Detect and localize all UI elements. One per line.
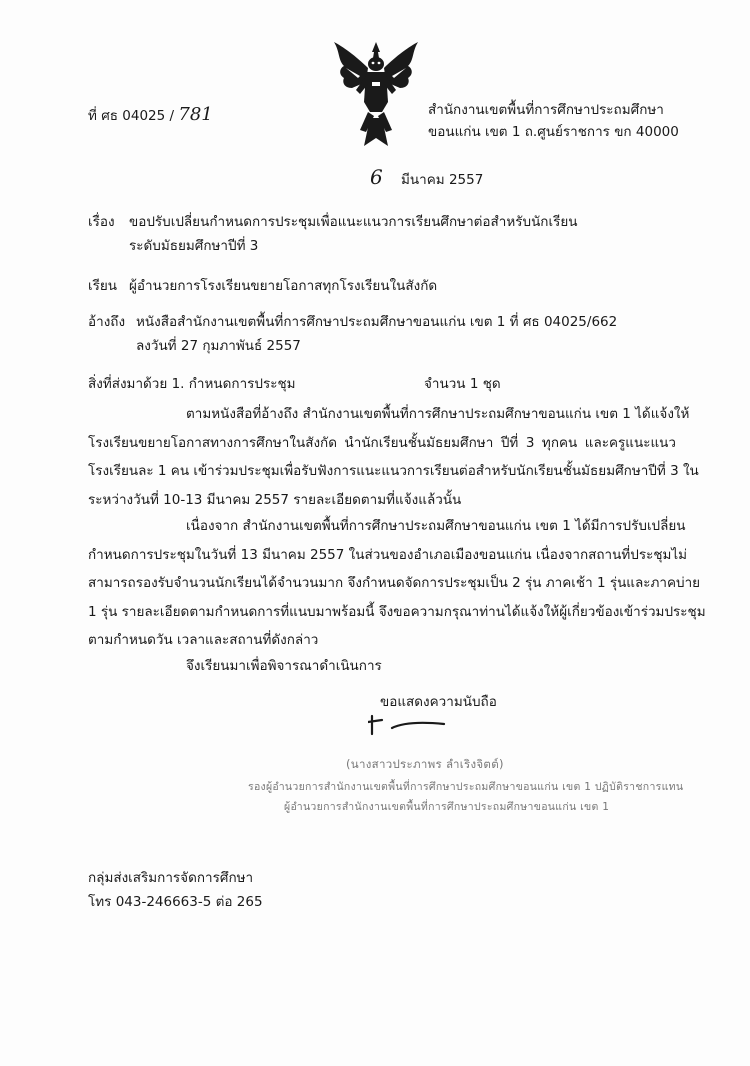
doc-date [370,165,483,190]
reference-label: อ้างถึง [88,314,126,330]
footer-department: กลุ่มส่งเสริมการจัดการศึกษา [88,870,254,886]
para2-line: กำหนดการประชุมในวันที่ 13 มีนาคม 2557 ในส่วนของอำเภอเมืองขอนแก่น เนื่องจากสถานที่ประชุมไม่ [88,546,688,563]
recipient-text: ผู้อำนวยการโรงเรียนขยายโอกาสทุกโรงเรียนในสังกัด [129,278,438,294]
office-line2: ขอนแก่น เขต 1 ถ.ศูนย์ราชการ ขก 40000 [428,124,679,140]
para1-line: ระหว่างวันที่ 10-13 มีนาคม 2557 รายละเอียดตามที่แจ้งแล้วนั้น [88,491,462,508]
doc-number-handwritten: 781 [178,104,213,125]
footer-phone: โทร 043-246663-5 ต่อ 265 [88,894,263,910]
regards-text: ขอแสดงความนับถือ [380,694,497,710]
para2-line: ตามกำหนดวัน เวลาและสถานที่ดังกล่าว [88,632,319,648]
doc-number [88,104,213,126]
date-month-year: มีนาคม 2557 [401,172,484,188]
closing-text: จึงเรียนมาเพื่อพิจารณาดำเนินการ [186,658,382,674]
recipient-label: เรียน [88,278,118,294]
handwritten-signature [368,712,478,736]
reference-line2: ลงวันที่ 27 กุมภาพันธ์ 2557 [136,338,301,354]
para1-line: โรงเรียนขยายโอกาสทางการศึกษาในสังกัด นำนักเรียนชั้นมัธยมศึกษา ปีที่ 3 ทุกคน และครูแนะแนว [88,434,676,451]
para2-line: สามารถรองรับจำนวนนักเรียนได้จำนวนมาก จึงกำหนดจัดการประชุมเป็น 2 รุ่น ภาคเช้า 1 รุ่นและภาคบ่าย [88,575,701,591]
para1-line: ตามหนังสือที่อ้างถึง สำนักงานเขตพื้นที่การศึกษาประถมศึกษาขอนแก่น เขต 1 ได้แจ้งให้ [186,406,690,422]
para2-line: 1 รุ่น รายละเอียดตามกำหนดการที่แนบมาพร้อมนี้ จึงขอความกรุณาท่านได้แจ้งให้ผู้เกี่ยวข้องเข้าร่วมประชุม [88,603,706,620]
para1-line: โรงเรียนละ 1 คน เข้าร่วมประชุมเพื่อรับฟังการแนะแนวการเรียนต่อสำหรับนักเรียนชั้นมัธยมศึกษาปีที่ 3 ใน [88,463,699,479]
date-day-handwritten: 6 [370,165,383,189]
body-paragraph-1 [88,400,699,514]
garuda-emblem-icon [330,38,422,150]
enclosure-label: สิ่งที่ส่งมาด้วย 1. กำหนดการประชุม [88,376,296,392]
body-paragraph-2 [88,512,706,655]
signatory-position-1: รองผู้อำนวยการสำนักงานเขตพื้นที่การศึกษาประถมศึกษาขอนแก่น เขต 1 ปฏิบัติราชการแทน [248,781,684,793]
subject-line1: ขอปรับเปลี่ยนกำหนดการประชุมเพื่อแนะแนวการเรียนศึกษาต่อสำหรับนักเรียน [129,214,578,230]
signatory-name: (นางสาวประภาพร ลำเริงจิตต์) [346,757,504,771]
reference-line1: หนังสือสำนักงานเขตพื้นที่การศึกษาประถมศึกษาขอนแก่น เขต 1 ที่ ศธ 04025/662 [136,314,618,330]
para2-line: เนื่องจาก สำนักงานเขตพื้นที่การศึกษาประถมศึกษาขอนแก่น เขต 1 ได้มีการปรับเปลี่ยน [186,518,686,534]
office-line1: สำนักงานเขตพื้นที่การศึกษาประถมศึกษา [428,102,664,118]
doc-number-prefix: ที่ ศธ 04025 / [88,108,175,124]
subject-line2: ระดับมัธยมศึกษาปีที่ 3 [129,238,259,254]
subject-label: เรื่อง [88,214,115,230]
enclosure-quantity: จำนวน 1 ชุด [424,376,501,392]
signatory-position-2: ผู้อำนวยการสำนักงานเขตพื้นที่การศึกษาประถมศึกษาขอนแก่น เขต 1 [284,801,610,813]
